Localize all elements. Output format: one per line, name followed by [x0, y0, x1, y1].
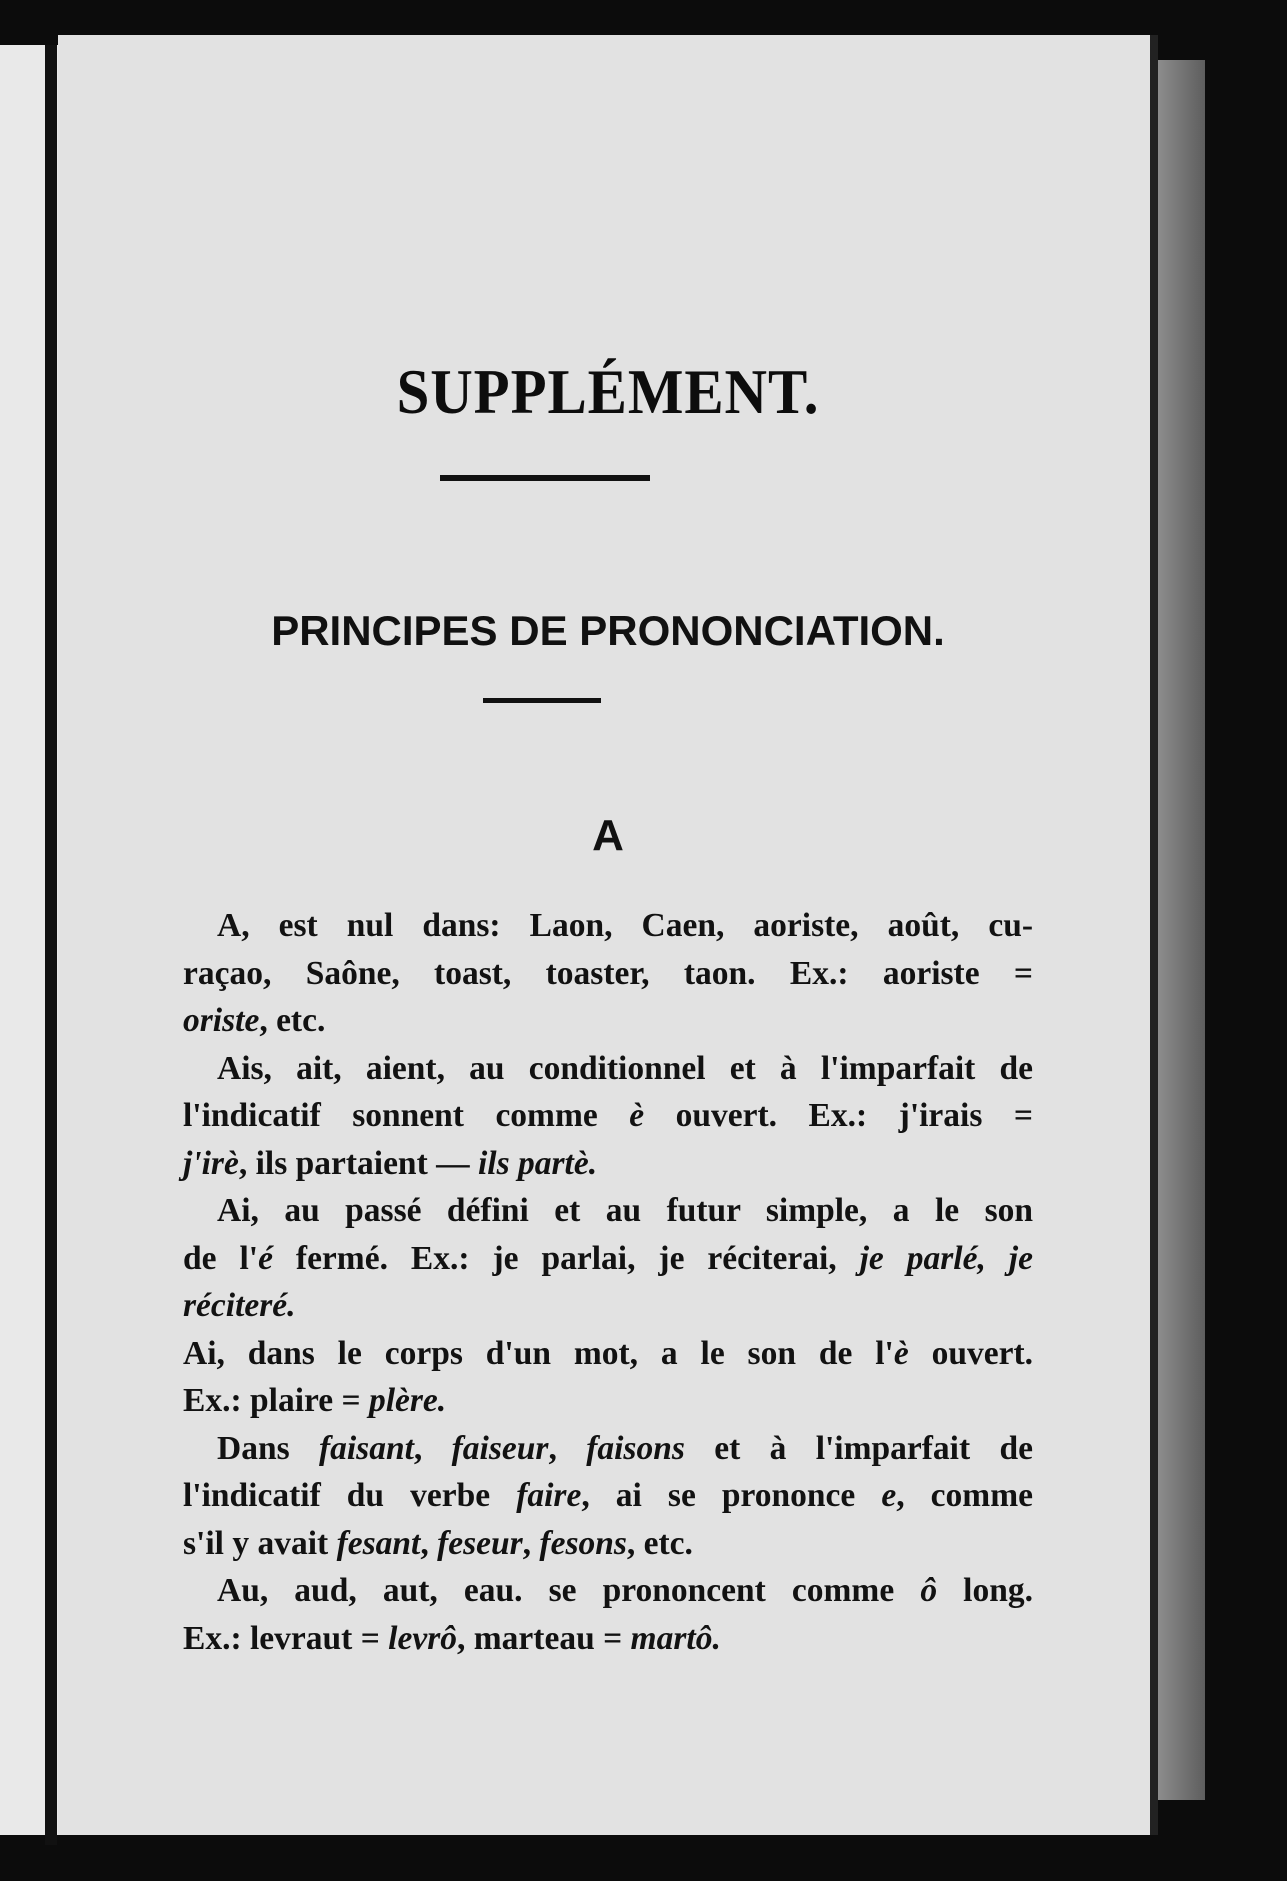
text-line-content: [217, 1572, 1033, 1609]
text-line: [183, 997, 1033, 1045]
text-line: [183, 902, 1033, 950]
text-segment: Ai, au passé défini et au futur simple, a le son: [217, 1192, 1033, 1229]
text-segment: s'il y avait: [183, 1524, 337, 1562]
text-segment: Ex.: levraut =: [183, 1619, 389, 1657]
text-segment: A, est nul dans: Laon, Caen, aoriste, août, cu-: [217, 907, 1033, 944]
text-line: [183, 1567, 1033, 1615]
italic-text: fesons: [539, 1524, 627, 1562]
text-line: [183, 1187, 1033, 1235]
title-rule: [440, 475, 650, 481]
text-segment: Dans: [217, 1429, 319, 1467]
section-heading: PRINCIPES DE PRONONCIATION.: [271, 607, 945, 654]
text-segment: raçao, Saône, toast, toaster, taon. Ex.: aoriste =: [183, 954, 1033, 992]
text-segment: fermé. Ex.: je parlai, je réciterai,: [272, 1239, 860, 1277]
text-line-content: [217, 1050, 1033, 1087]
text-segment: ouvert. Ex.: j'irais =: [644, 1097, 1033, 1134]
text-segment: ,: [522, 1524, 540, 1562]
text-line: [183, 1235, 1033, 1283]
text-line-content: [183, 1002, 325, 1039]
text-segment: ,: [548, 1429, 587, 1467]
text-line: [183, 1615, 1033, 1663]
italic-text: e: [881, 1477, 897, 1514]
text-line: [183, 1140, 1033, 1188]
text-segment: Ai, dans le corps d'un mot, a le son de l': [183, 1334, 894, 1372]
text-segment: et à l'imparfait de: [684, 1429, 1033, 1467]
italic-text: faire: [516, 1477, 582, 1514]
text-line: [183, 1092, 1033, 1140]
text-segment: ,: [413, 1429, 452, 1467]
text-line-content: [183, 1477, 1033, 1514]
text-line-content: [183, 1240, 1033, 1277]
text-line: [183, 1045, 1033, 1093]
italic-text: feseur: [437, 1524, 523, 1562]
italic-text: é: [258, 1239, 273, 1277]
text-segment: ,: [420, 1524, 438, 1562]
italic-text: réciteré.: [183, 1287, 296, 1324]
italic-text: fesant: [336, 1524, 421, 1562]
italic-text: faiseur: [451, 1429, 549, 1467]
italic-text: ô: [920, 1572, 938, 1609]
heading-rule: [483, 698, 601, 703]
text-segment: de l': [183, 1239, 259, 1277]
text-line: [183, 1425, 1033, 1473]
text-line-content: [183, 955, 1033, 992]
text-segment: Au, aud, aut, eau. se prononcent comme: [217, 1572, 921, 1609]
text-segment: , ils partaient —: [238, 1144, 478, 1182]
text-segment: , ai se prononce: [581, 1477, 882, 1514]
text-segment: ouvert.: [908, 1334, 1033, 1372]
text-segment: , comme: [896, 1477, 1033, 1514]
text-segment: l'indicatif sonnent comme: [183, 1097, 630, 1134]
italic-text: faisant: [318, 1429, 414, 1467]
text-line: [183, 1520, 1033, 1568]
text-segment: long.: [937, 1572, 1033, 1609]
text-segment: l'indicatif du verbe: [183, 1477, 517, 1514]
italic-text: è: [893, 1334, 909, 1372]
page-title: SUPPLÉMENT.: [396, 356, 820, 427]
text-segment: , marteau =: [457, 1619, 631, 1657]
italic-text: je parlé, je: [859, 1239, 1033, 1277]
text-line: [183, 1377, 1033, 1425]
letter-heading: A: [592, 811, 624, 860]
text-segment: Ais, ait, aient, au conditionnel et à l'imparfait de: [217, 1049, 1033, 1087]
book-spine: [45, 45, 57, 1845]
text-line-content: [183, 1620, 721, 1657]
text-line-content: [217, 1430, 1033, 1467]
italic-text: levrô: [388, 1619, 458, 1657]
text-line: [183, 1472, 1033, 1520]
italic-text: faisons: [586, 1429, 685, 1467]
text-segment: , etc.: [626, 1524, 693, 1562]
italic-text: j'irè: [183, 1144, 239, 1182]
text-line-content: [183, 1287, 296, 1324]
italic-text: oriste: [183, 1002, 260, 1039]
text-line-content: [217, 1192, 1033, 1229]
text-line-content: [183, 1525, 693, 1562]
text-line-content: [183, 1097, 1033, 1134]
italic-text: è: [629, 1097, 645, 1134]
italic-text: ils partè.: [477, 1144, 598, 1182]
book-page: [58, 35, 1158, 1835]
text-segment: Ex.: plaire =: [183, 1382, 369, 1419]
text-line: [183, 1282, 1033, 1330]
text-line-content: [183, 1335, 1033, 1372]
text-line: [183, 950, 1033, 998]
text-line-content: [217, 907, 1033, 944]
text-line-content: [183, 1382, 446, 1419]
italic-text: martô.: [630, 1619, 721, 1657]
text-line-content: [183, 1145, 597, 1182]
text-segment: , etc.: [259, 1002, 326, 1039]
text-line: [183, 1330, 1033, 1378]
italic-text: plère.: [368, 1382, 447, 1419]
body-text: [183, 902, 1033, 1662]
